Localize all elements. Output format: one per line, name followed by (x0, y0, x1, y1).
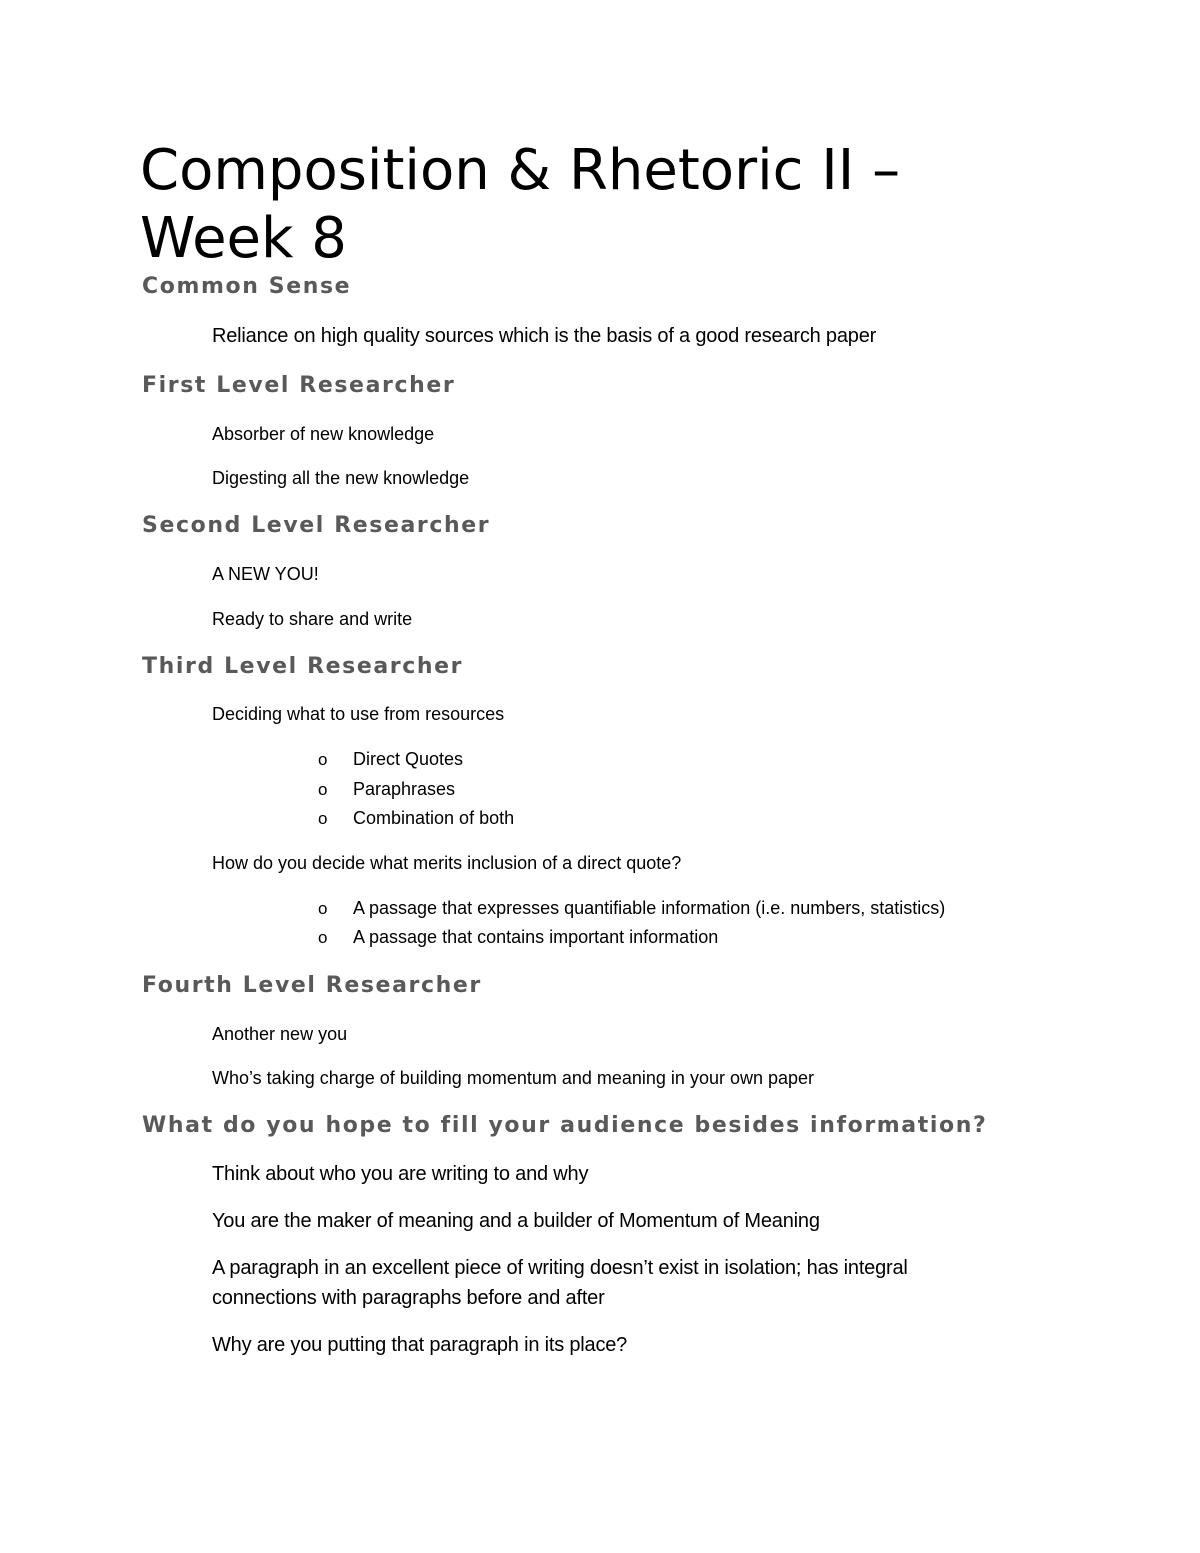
paragraph: How do you decide what merits inclusion of a direct quote? (212, 853, 682, 873)
list-item-text: A passage that contains important information (353, 927, 719, 947)
list-item (318, 777, 455, 802)
paragraph: A NEW YOU! (212, 564, 319, 584)
paragraph: You are the maker of meaning and a builder of Momentum of Meaning (212, 1210, 820, 1232)
paragraph: Think about who you are writing to and why (212, 1163, 589, 1185)
bullet-marker: o (318, 750, 328, 769)
section-heading-fourth-level: Fourth Level Researcher (142, 973, 482, 998)
bullet-marker: o (318, 809, 328, 828)
bullet-marker: o (318, 780, 328, 799)
paragraph: Deciding what to use from resources (212, 704, 505, 724)
list-item-text: Paraphrases (353, 779, 456, 799)
section-heading-second-level: Second Level Researcher (142, 513, 491, 538)
list-item-text: A passage that expresses quantifiable information (i.e. numbers, statistics) (353, 898, 946, 918)
list-item (318, 806, 514, 831)
list-item (318, 925, 718, 950)
section-heading-audience: What do you hope to fill your audience besides information? (142, 1113, 988, 1138)
section-heading-first-level: First Level Researcher (142, 373, 456, 398)
section-heading-common-sense: Common Sense (142, 274, 352, 299)
list-item-text: Direct Quotes (353, 749, 464, 769)
paragraph: Another new you (212, 1024, 348, 1044)
paragraph: Why are you putting that paragraph in its place? (212, 1334, 628, 1356)
paragraph: Ready to share and write (212, 609, 413, 629)
list-item (318, 747, 463, 772)
section-heading-third-level: Third Level Researcher (142, 654, 464, 679)
list-item (318, 896, 945, 921)
bullet-marker: o (318, 899, 328, 918)
paragraph: Who’s taking charge of building momentum and meaning in your own paper (212, 1068, 815, 1088)
bullet-marker: o (318, 928, 328, 947)
list-item-text: Combination of both (353, 808, 515, 828)
paragraph: Digesting all the new knowledge (212, 468, 470, 488)
document-title: Composition & Rhetoric II – Week 8 (140, 138, 901, 271)
paragraph: Reliance on high quality sources which is the basis of a good research paper (212, 325, 877, 347)
paragraph: Absorber of new knowledge (212, 424, 435, 444)
paragraph: A paragraph in an excellent piece of writing doesn’t exist in isolation; has integral connections with paragraphs before and after (212, 1257, 908, 1309)
